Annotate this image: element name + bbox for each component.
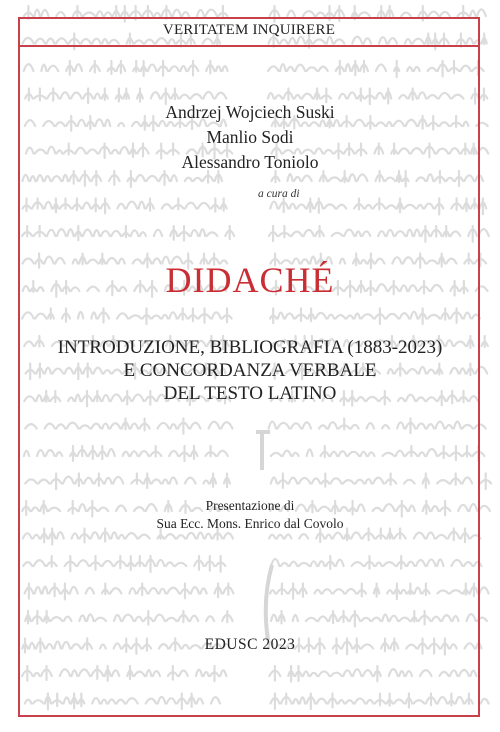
- editor-name: Manlio Sodi: [206, 127, 294, 147]
- series-name: VERITATEM INQUIRERE: [162, 22, 336, 38]
- editor-note: a cura di: [258, 188, 300, 200]
- subtitle-line: INTRODUZIONE, BIBLIOGRAFIA (1883-2023): [57, 337, 443, 358]
- subtitle-line: E CONCORDANZA VERBALE: [123, 360, 377, 381]
- publisher-year: EDUSC 2023: [204, 636, 296, 653]
- book-title: DIDACHÉ: [165, 260, 335, 300]
- series-divider: [18, 45, 480, 47]
- presenter-name: Sua Ecc. Mons. Enrico dal Covolo: [156, 516, 344, 531]
- editor-name: Alessandro Toniolo: [181, 152, 319, 172]
- subtitle-line: DEL TESTO LATINO: [163, 383, 337, 404]
- book-subtitle: [0, 336, 500, 405]
- presentation-block: [0, 497, 500, 533]
- editor-name: Andrzej Wojciech Suski: [165, 102, 335, 122]
- presentation-label: Presentazione di: [205, 498, 295, 513]
- editors-block: [0, 100, 500, 175]
